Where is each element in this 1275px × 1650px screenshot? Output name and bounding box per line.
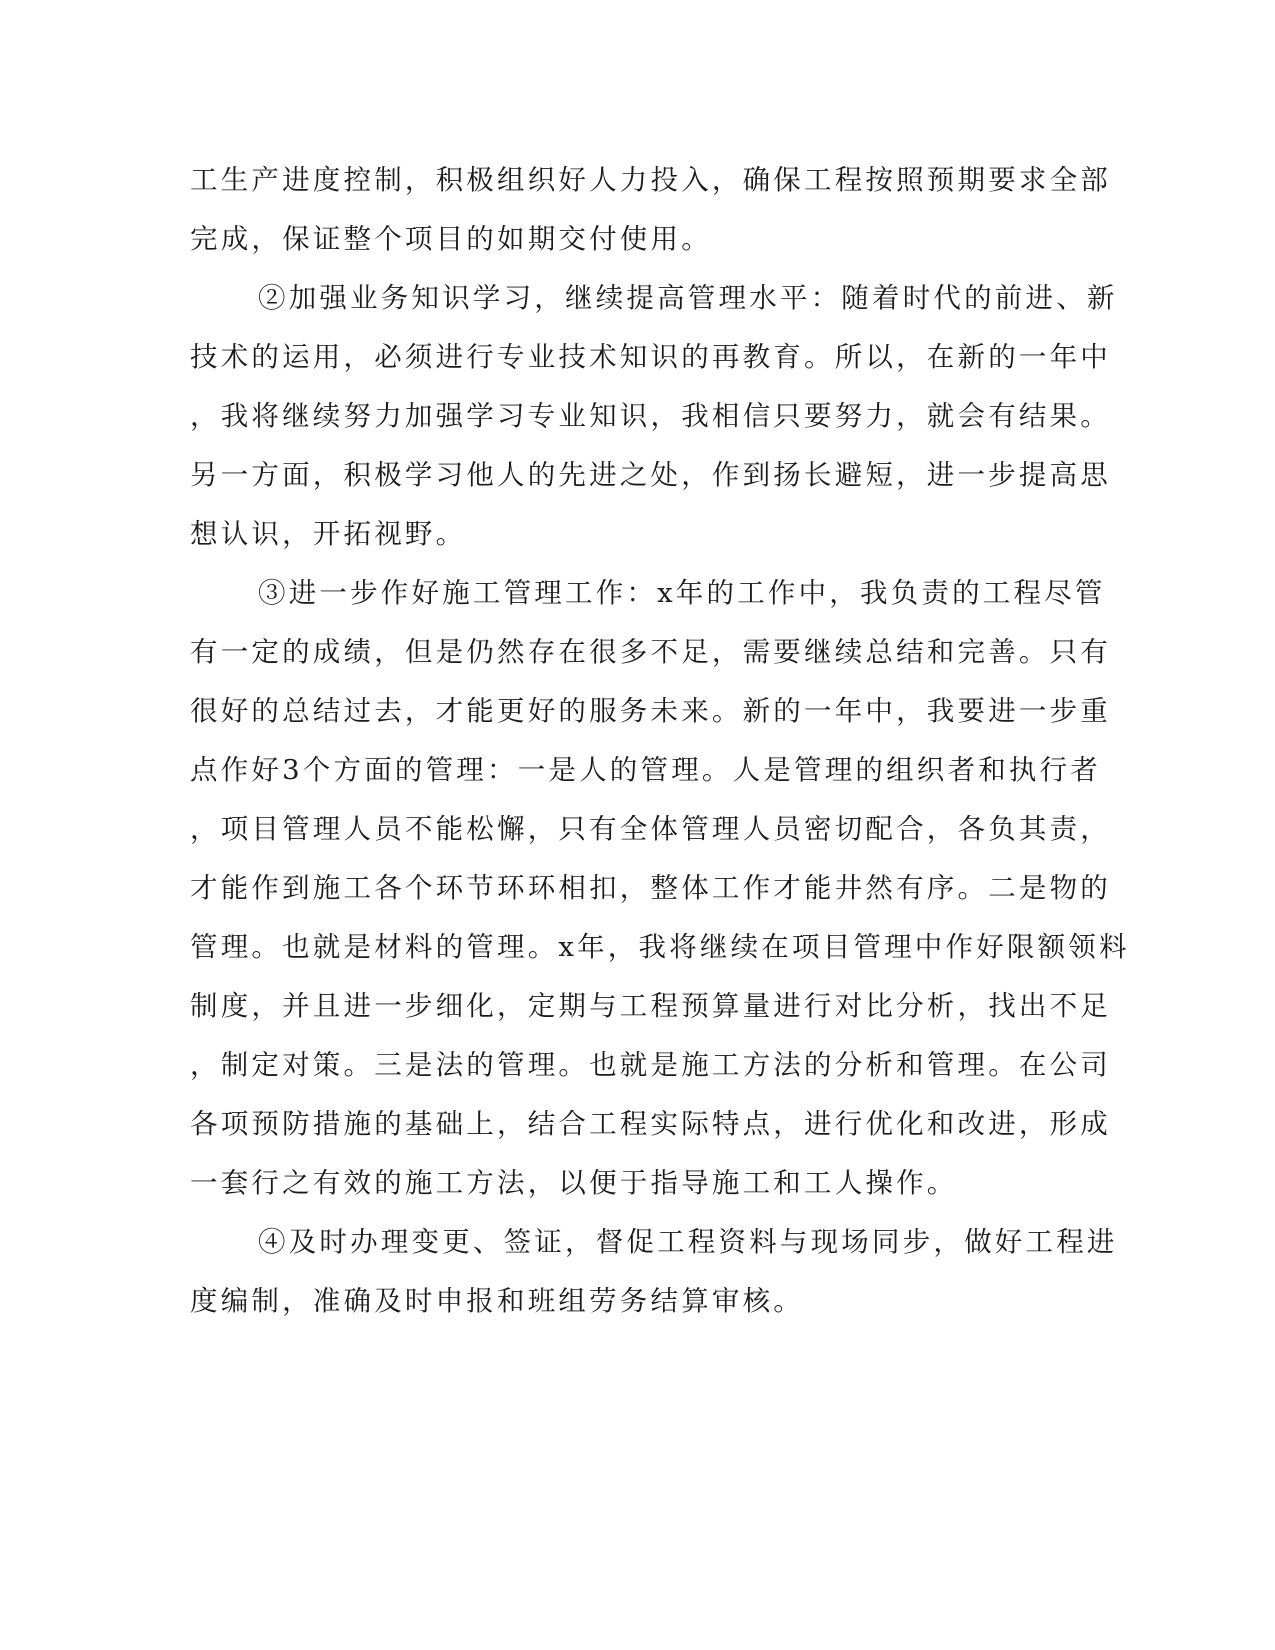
- text-line: 一套行之有效的施工方法，以便于指导施工和工人操作。: [190, 1167, 958, 1199]
- text-line: 各项预防措施的基础上，结合工程实际特点，进行优化和改进，形成: [190, 1108, 1111, 1140]
- text-line: 管理。也就是材料的管理。x年，我将继续在项目管理中作好限额领料: [190, 931, 1130, 963]
- text-line: 技术的运用，必须进行专业技术知识的再教育。所以，在新的一年中: [190, 341, 1111, 373]
- text-line: 有一定的成绩，但是仍然存在很多不足，需要继续总结和完善。只有: [190, 636, 1111, 668]
- text-line: 另一方面，积极学习他人的先进之处，作到扬长避短，进一步提高思: [190, 459, 1111, 491]
- text-line: 想认识，开拓视野。: [190, 518, 467, 550]
- text-line: ，项目管理人员不能松懈，只有全体管理人员密切配合，各负其责，: [190, 813, 1111, 845]
- text-line: 点作好3个方面的管理：一是人的管理。人是管理的组织者和执行者: [190, 754, 1101, 786]
- text-line: ，制定对策。三是法的管理。也就是施工方法的分析和管理。在公司: [190, 1049, 1111, 1081]
- text-line: 工生产进度控制，积极组织好人力投入，确保工程按照预期要求全部: [190, 164, 1111, 196]
- text-line: ②加强业务知识学习，继续提高管理水平：随着时代的前进、新: [258, 282, 1118, 314]
- text-line: 度编制，准确及时申报和班组劳务结算审核。: [190, 1285, 804, 1317]
- text-line: 完成，保证整个项目的如期交付使用。: [190, 223, 712, 255]
- text-line: 才能作到施工各个环节环环相扣，整体工作才能井然有序。二是物的: [190, 872, 1111, 904]
- text-line: ③进一步作好施工管理工作：x年的工作中，我负责的工程尽管: [258, 577, 1106, 609]
- text-line: 制度，并且进一步细化，定期与工程预算量进行对比分析，找出不足: [190, 990, 1111, 1022]
- text-line: ④及时办理变更、签证，督促工程资料与现场同步，做好工程进: [258, 1226, 1118, 1258]
- text-line: 很好的总结过去，才能更好的服务未来。新的一年中，我要进一步重: [190, 695, 1111, 727]
- text-line: ，我将继续努力加强学习专业知识，我相信只要努力，就会有结果。: [190, 400, 1111, 432]
